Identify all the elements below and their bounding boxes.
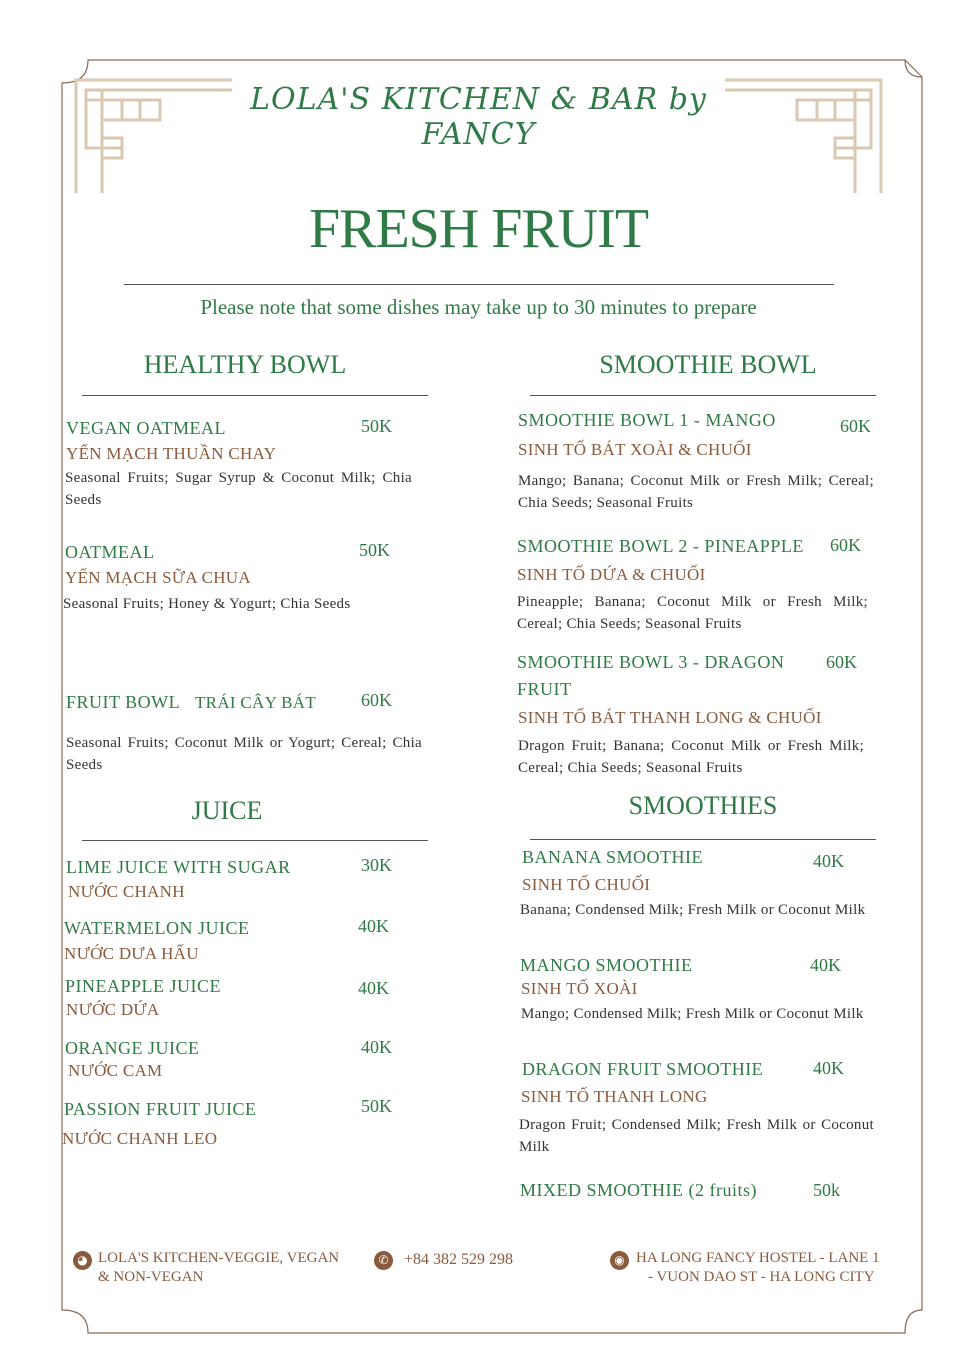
item-price: 40K [810,955,841,975]
section-heading-juice: JUICE [191,796,263,825]
item-description: Seasonal Fruits; Coconut Milk or Yogurt; Cereal; Chia Seeds [66,735,422,773]
item-description: Dragon Fruit; Banana; Coconut Milk or Fresh Milk; Cereal; Chia Seeds; Seasonal Fruits [518,738,864,776]
footer-address-line2: - VUON DAO ST - HA LONG CITY [648,1269,875,1285]
item-name: FRUIT BOWL [66,692,181,712]
item-vietnamese-name: SINH TỐ BÁT THANH LONG & CHUỐI [518,708,822,727]
item-name: OATMEAL [65,542,155,562]
item-name: SMOOTHIE BOWL 3 - DRAGON [517,652,785,672]
item-description: Mango; Condensed Milk; Fresh Milk or Coconut Milk [521,1006,864,1022]
item-description: Mango; Banana; Coconut Milk or Fresh Milk; Cereal; Chia Seeds; Seasonal Fruits [518,473,874,511]
item-price: 40K [358,916,389,936]
item-price: 60K [840,416,871,436]
item-price: 50k [813,1180,840,1200]
item-vietnamese-name: TRÁI CÂY BÁT [195,693,317,712]
item-name-continued: FRUIT [517,679,572,699]
prep-time-note: Please note that some dishes may take up to 30 minutes to prepare [200,295,757,319]
item-price: 60K [826,652,857,672]
item-name: MIXED SMOOTHIE (2 fruits) [520,1180,757,1200]
section-heading-healthy-bowl: HEALTHY BOWL [143,350,347,379]
item-vietnamese-name: YẾN MẠCH THUẦN CHAY [66,444,277,463]
item-name: SMOOTHIE BOWL 1 - MANGO [518,410,776,430]
item-name: WATERMELON JUICE [64,918,250,938]
item-price: 50K [361,1096,392,1116]
footer-address [636,1249,880,1287]
footer-social-line1: LOLA'S KITCHEN-VEGGIE, VEGAN [98,1250,340,1266]
phone-icon: ✆ [374,1251,393,1270]
item-price: 50K [359,540,390,560]
section-heading-smoothie-bowl: SMOOTHIE BOWL [599,350,817,379]
item-vietnamese-name: SINH TỐ CHUỐI [522,875,651,894]
section-divider [530,395,876,396]
item-vietnamese-name: SINH TỐ DỨA & CHUỐI [517,565,706,584]
brand-name: LOLA'S KITCHEN & BAR by FANCY [250,82,707,152]
item-description: Pineapple; Banana; Coconut Milk or Fresh Milk; Cereal; Chia Seeds; Seasonal Fruits [517,594,868,632]
item-name: SMOOTHIE BOWL 2 - PINEAPPLE [517,536,804,556]
item-price: 40K [361,1037,392,1057]
page-title: FRESH FRUIT [308,198,649,260]
item-description: Seasonal Fruits; Honey & Yogurt; Chia Seeds [63,596,351,612]
section-heading-smoothies: SMOOTHIES [628,791,778,820]
footer-address-line1: HA LONG FANCY HOSTEL - LANE 1 [636,1250,880,1266]
item-description: Seasonal Fruits; Sugar Syrup & Coconut Milk; Chia Seeds [65,470,412,508]
item-price: 40K [813,851,844,871]
item-vietnamese-name: NƯỚC DỨA [66,1000,160,1019]
section-divider [82,840,428,841]
item-vietnamese-name: NƯỚC CHANH LEO [62,1129,218,1148]
item-price: 60K [361,690,392,710]
item-vietnamese-name: SINH TỐ THANH LONG [521,1087,708,1106]
title-divider [124,284,834,285]
location-pin-icon: ◉ [610,1251,629,1270]
item-vietnamese-name: SINH TỐ BÁT XOÀI & CHUỐI [518,440,752,459]
footer-social-line2: & NON-VEGAN [98,1269,204,1285]
item-price: 60K [830,535,861,555]
footer-phone[interactable]: +84 382 529 298 [404,1251,514,1268]
item-price: 50K [361,416,392,436]
section-divider [82,395,428,396]
item-name: DRAGON FRUIT SMOOTHIE [522,1059,764,1079]
item-description: Dragon Fruit; Condensed Milk; Fresh Milk or Coconut Milk [519,1117,874,1155]
item-name: VEGAN OATMEAL [66,418,226,438]
item-vietnamese-name: NƯỚC DƯA HẤU [64,944,199,963]
item-name: PINEAPPLE JUICE [65,976,222,996]
item-description: Banana; Condensed Milk; Fresh Milk or Coconut Milk [520,902,866,918]
item-price: 30K [361,855,392,875]
item-vietnamese-name: NƯỚC CHANH [68,882,185,901]
item-vietnamese-name: YẾN MẠCH SỮA CHUA [65,568,251,587]
item-name: BANANA SMOOTHIE [522,847,704,867]
item-name: ORANGE JUICE [65,1038,200,1058]
globe-icon: ◕ [73,1251,92,1270]
item-price: 40K [813,1058,844,1078]
footer-social [98,1249,339,1287]
item-name: MANGO SMOOTHIE [520,955,693,975]
item-vietnamese-name: NƯỚC CAM [68,1061,163,1080]
item-name: PASSION FRUIT JUICE [64,1099,257,1119]
item-name: LIME JUICE WITH SUGAR [66,857,291,877]
item-vietnamese-name: SINH TỐ XOÀI [521,979,638,998]
section-divider [530,839,876,840]
item-price: 40K [358,978,389,998]
